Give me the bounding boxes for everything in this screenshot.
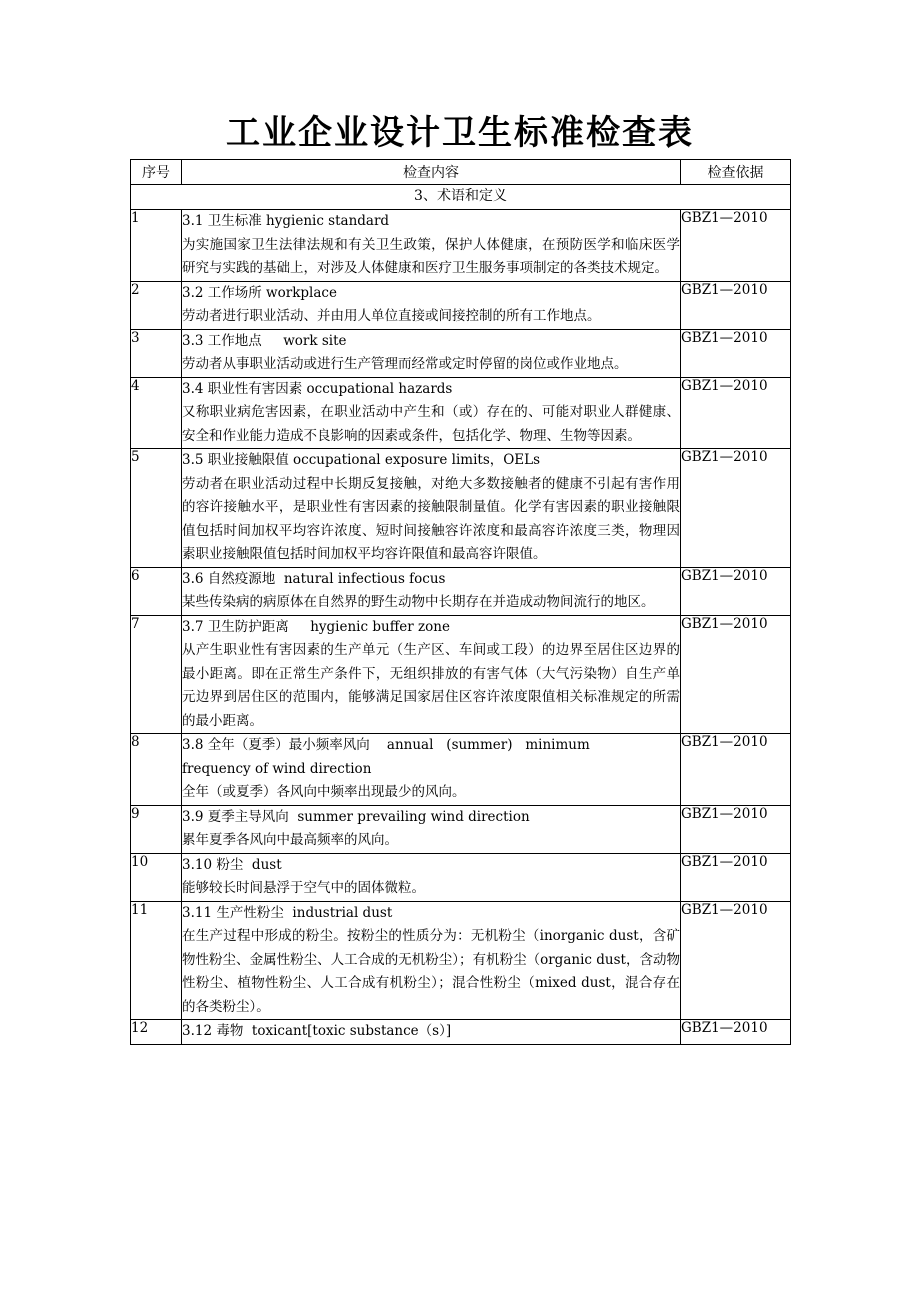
term-definition: 能够较长时间悬浮于空气中的固体微粒。 <box>182 880 425 896</box>
term-title: 3.1 卫生标准 hygienic standard <box>182 213 390 229</box>
term-definition: 劳动者从事职业活动或进行生产管理而经常或定时停留的岗位或作业地点。 <box>182 356 628 372</box>
row-content <box>182 210 681 282</box>
table-row <box>131 615 791 734</box>
row-basis: GBZ1—2010 <box>681 329 791 377</box>
checklist-table <box>130 159 791 1045</box>
term-definition: 为实施国家卫生法律法规和有关卫生政策，保护人体健康，在预防医学和临床医学研究与实践的基础上，对涉及人体健康和医疗卫生服务事项制定的各类技术规定。 <box>182 236 680 276</box>
term-title: 3.7 卫生防护距离 hygienic buffer zone <box>182 618 450 635</box>
row-content <box>182 567 681 615</box>
row-number: 10 <box>131 853 182 901</box>
table-row <box>131 210 791 282</box>
term-title: 3.3 工作地点 work site <box>182 332 347 349</box>
row-number: 4 <box>131 377 182 449</box>
row-content <box>182 853 681 901</box>
term-definition: 劳动者进行职业活动、并由用人单位直接或间接控制的所有工作地点。 <box>182 308 601 324</box>
row-number: 12 <box>131 1020 182 1045</box>
section-row <box>131 185 791 210</box>
table-row <box>131 805 791 853</box>
row-number: 1 <box>131 210 182 282</box>
term-title: 3.5 职业接触限值 occupational exposure limits，OELs <box>182 452 541 468</box>
row-number: 11 <box>131 901 182 1020</box>
header-content: 检查内容 <box>182 160 681 185</box>
table-row <box>131 449 791 568</box>
term-definition: 又称职业病危害因素，在职业活动中产生和（或）存在的、可能对职业人群健康、安全和作业能力造成不良影响的因素或条件，包括化学、物理、生物等因素。 <box>182 404 680 444</box>
term-definition: 从产生职业性有害因素的生产单元（生产区、车间或工段）的边界至居住区边界的最小距离。即在正常生产条件下，无组织排放的有害气体（大气污染物）自生产单元边界到居住区的范围内，能够满足国家居住区容许浓度限值相关标准规定的所需的最小距离。 <box>182 642 680 729</box>
term-title: 3.12 毒物 toxicant[toxic substance（s）] <box>182 1023 452 1039</box>
term-title: 3.10 粉尘 dust <box>182 856 282 873</box>
term-title: 3.9 夏季主导风向 summer prevailing wind direction <box>182 808 530 825</box>
term-title: 3.6 自然疫源地 natural infectious focus <box>182 570 446 587</box>
row-basis: GBZ1—2010 <box>681 734 791 806</box>
row-number: 5 <box>131 449 182 568</box>
table-row <box>131 329 791 377</box>
term-definition: 劳动者在职业活动过程中长期反复接触，对绝大多数接触者的健康不引起有害作用的容许接触水平，是职业性有害因素的接触限制量值。化学有害因素的职业接触限值包括时间加权平均容许浓度、短时间接触容许浓度和最高容许浓度三类，物理因素职业接触限值包括时间加权平均容许限值和最高容许限值。 <box>182 475 680 562</box>
page-title: 工业企业设计卫生标准检查表 <box>226 113 694 153</box>
row-basis: GBZ1—2010 <box>681 805 791 853</box>
row-number: 2 <box>131 281 182 329</box>
table-row <box>131 853 791 901</box>
row-basis: GBZ1—2010 <box>681 853 791 901</box>
header-no: 序号 <box>131 160 182 185</box>
table-row <box>131 901 791 1020</box>
term-definition: 全年（或夏季）各风向中频率出现最少的风向。 <box>182 784 466 800</box>
row-content <box>182 449 681 568</box>
row-number: 9 <box>131 805 182 853</box>
row-number: 6 <box>131 567 182 615</box>
section-title: 3、术语和定义 <box>131 185 791 210</box>
row-content <box>182 901 681 1020</box>
term-title: 3.11 生产性粉尘 industrial dust <box>182 904 393 921</box>
term-definition: 在生产过程中形成的粉尘。按粉尘的性质分为：无机粉尘（inorganic dust，含矿物性粉尘、金属性粉尘、人工合成的无机粉尘）；有机粉尘（organic dust，含动物性粉尘、植物性粉尘、人工合成有机粉尘）；混合性粉尘（mixed dust，混合存在的各类粉尘）。 <box>182 928 680 1015</box>
row-basis: GBZ1—2010 <box>681 901 791 1020</box>
row-content <box>182 1020 681 1045</box>
row-basis: GBZ1—2010 <box>681 377 791 449</box>
term-title: 3.8 全年（夏季）最小频率风向 annual (summer) minimum frequency of wind direction <box>182 737 590 777</box>
header-basis: 检查依据 <box>681 160 791 185</box>
table-row <box>131 377 791 449</box>
table-header-row <box>131 160 791 185</box>
term-definition: 累年夏季各风向中最高频率的风向。 <box>182 832 398 848</box>
row-content <box>182 377 681 449</box>
table-row <box>131 1020 791 1045</box>
table-row <box>131 567 791 615</box>
row-basis: GBZ1—2010 <box>681 210 791 282</box>
row-basis: GBZ1—2010 <box>681 1020 791 1045</box>
table-row <box>131 734 791 806</box>
row-basis: GBZ1—2010 <box>681 615 791 734</box>
row-content <box>182 615 681 734</box>
row-basis: GBZ1—2010 <box>681 449 791 568</box>
row-basis: GBZ1—2010 <box>681 281 791 329</box>
row-number: 7 <box>131 615 182 734</box>
row-basis: GBZ1—2010 <box>681 567 791 615</box>
term-title: 3.2 工作场所 workplace <box>182 284 337 301</box>
term-definition: 某些传染病的病原体在自然界的野生动物中长期存在并造成动物间流行的地区。 <box>182 594 655 610</box>
row-content <box>182 734 681 806</box>
row-number: 3 <box>131 329 182 377</box>
row-content <box>182 329 681 377</box>
row-number: 8 <box>131 734 182 806</box>
term-title: 3.4 职业性有害因素 occupational hazards <box>182 380 453 397</box>
row-content <box>182 281 681 329</box>
row-content <box>182 805 681 853</box>
table-row <box>131 281 791 329</box>
